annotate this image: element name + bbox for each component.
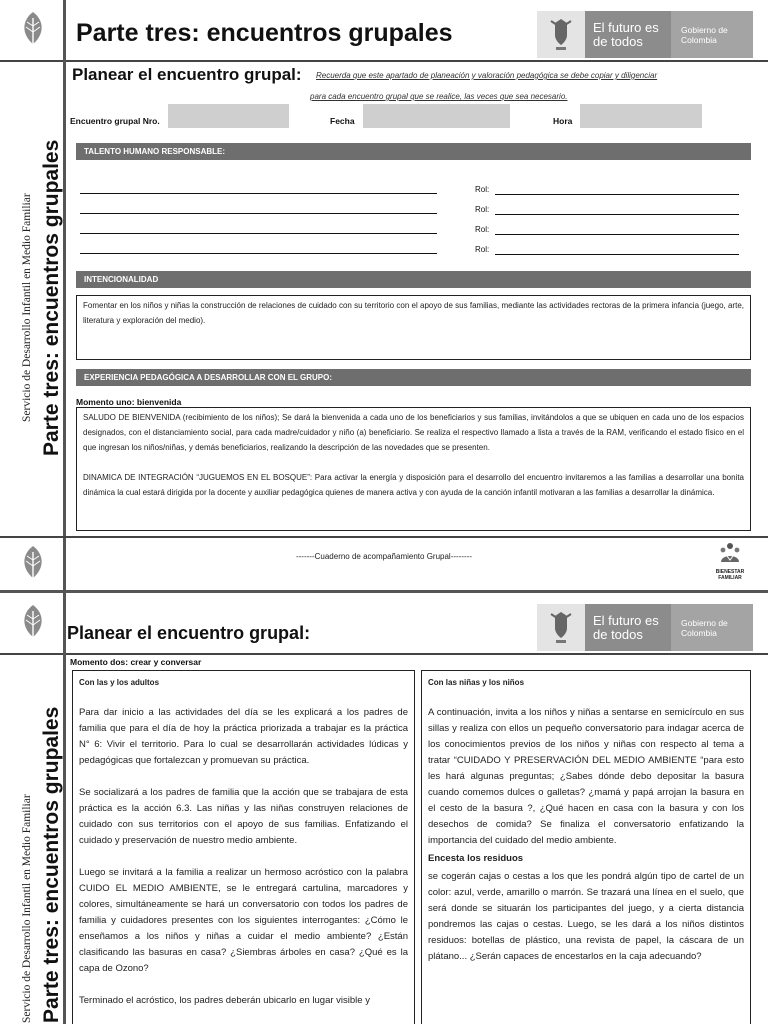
sidebar-service-text: Servicio de Desarrollo Infantil en Medio Familiar [21,193,33,422]
sidebar-section-title: Parte tres: encuentros grupales [40,706,63,1023]
ninos-subheading: Encesta los residuos [428,853,524,864]
page-two [0,593,768,1024]
leaf-logo [0,0,66,62]
ninos-title: Con las niñas y los niños [428,678,525,687]
leaf-icon [20,10,46,50]
page-title: Parte tres: encuentros grupales [76,19,453,47]
sidebar [0,655,66,1024]
gobierno-logo-text: Gobierno de Colombia [671,604,753,651]
adultos-column [72,670,415,1024]
momento-uno-box [76,407,751,531]
rol-label-4: Rol: [475,245,490,254]
bienestar-text: BIENESTAR FAMILIAR [715,569,745,581]
gobierno-logo-text: Gobierno de Colombia [671,11,753,58]
page-header [0,593,768,655]
bienestar-family-icon [717,542,743,564]
page-header [0,0,768,62]
ninos-paragraph-2: se cogerán cajas o cestas a los que les pondrá algún tipo de cartel de un color: azul, verde, amarillo o marrón. Se trazará una línea en el suelo, que será donde se situarán los participantes del juego, y a cierta distancia pondremos las cajas o cestas. Luego, se les dará a los niños distintos residuos: botellas de plástico, una revista de papel, la cáscara de un plátano... ¿Serán capaces de encestarlos en la caja adecuando? [428,871,744,962]
encuentro-field[interactable] [168,104,289,128]
leaf-icon [20,603,46,643]
ninos-paragraph-1: A continuación, invita a los niños y niñas a sentarse en semicírculo en sus sillas y realiza con ellos un pequeño conversatorio para indagar acerca de los conocimientos previos de los niños y niñas con respecto al tema a tratar “CUIDADO Y PRESERVACIÓN DEL MEDIO AMBIENTE “para esto les hará algunas preguntas; ¿Sabes dónde debo depositar la basura cuando comemos dulces o galletas? ¿mamá y papá arrojan la basura en el cesto de la basura ?, ¿Qué hacen en casa con la basura y con los desechos de comida? Se finaliza el conversatorio enfatizando la importancia del cuidado del medio ambiente. [428,707,744,846]
government-logo [537,604,753,651]
adultos-title: Con las y los adultos [79,678,160,687]
dinamica-text: DINAMICA DE INTEGRACIÓN “JUGUEMOS EN EL BOSQUE”: Para activar la energía y disposición para el desarrollo del encuentro invitaremos a las familias a desarrollar una bonita dinámica la cual estará dirigida por la docente y auxiliar pedagógica quienes de manera activa y con ayuda de la canción infantil motivaran a las familias a desarrollar la dinámica. [83,473,744,497]
rol-label-3: Rol: [475,225,490,234]
rol-line-1[interactable] [495,194,739,195]
intencionalidad-bar: INTENCIONALIDAD [76,271,751,288]
hora-field[interactable] [580,104,702,128]
intencionalidad-box [76,295,751,360]
sidebar-service-text: Servicio de Desarrollo Infantil en Medio Familiar [21,794,33,1023]
responsable-line-4[interactable] [80,253,437,254]
momento-dos-label: Momento dos: crear y conversar [70,657,202,667]
adultos-paragraph-2: Se socializará a los padres de familia que la acción que se trabajara de esta práctica es la acción 6.3. Las niñas y las niñas construyen relaciones de cuidado con sus territorios con el apoyo de sus familias. Enfatizando el cuidado y preservación de nuestro medio ambiente. [79,787,408,846]
fecha-label: Fecha [330,116,355,126]
plan-heading: Planear el encuentro grupal: [67,623,311,643]
futuro-logo-text: El futuro es de todos [585,11,671,58]
fecha-field[interactable] [363,104,510,128]
responsable-line-2[interactable] [80,213,437,214]
talento-bar: TALENTO HUMANO RESPONSABLE: [76,143,751,160]
page-footer [0,536,768,590]
saludo-text: SALUDO DE BIENVENIDA (recibimiento de los niños); Se dará la bienvenida a cada uno de los beneficiarios y sus familias, invitándolos a que se ubiquen en cada uno de los espacios designados, con el distanciamiento social, para cada madre/cuidador y niño (a) beneficiario. Se realiza el respectivo llamado a lista a través de la RAM, verificando el estado físico en el que ingresan los niños/niñas, y demás beneficiarios, realizando la descripción de las novedades que se presenten. [83,413,744,452]
ninos-column [421,670,751,1024]
government-logo [537,11,753,58]
sidebar-section-title: Parte tres: encuentros grupales [40,139,63,456]
encuentro-label: Encuentro grupal Nro. [70,116,160,126]
adultos-paragraph-1: Para dar inicio a las actividades del día se les explicará a los padres de familia que para el día de hoy la práctica priorizada a trabajar es la práctica N° 6: Vivir el territorio. Para lo cual se desarrollarán actividades lúdicas y pedagógicas que fortalezcan y promuevan su práctica. [79,707,408,766]
adultos-paragraph-4: Terminado el acróstico, los padres deberán ubicarlo en lugar visible y [79,995,370,1006]
rol-line-4[interactable] [495,254,739,255]
rol-line-2[interactable] [495,214,739,215]
plan-note-line-2: para cada encuentro grupal que se realice, las veces que sea necesario. [310,92,568,101]
rol-label-1: Rol: [475,185,490,194]
intencionalidad-text: Fomentar en los niños y niñas la construcción de relaciones de cuidado con su territorio con el apoyo de sus familias, mediante las actividades rectoras de la primera infancia (juego, arte, literatura y exploración del medio). [83,301,744,325]
rol-label-2: Rol: [475,205,490,214]
leaf-logo [0,593,66,655]
hora-label: Hora [553,116,573,126]
sidebar [0,62,66,536]
bienestar-logo [708,542,752,581]
responsable-line-3[interactable] [80,233,437,234]
colombia-crest-icon [537,604,585,651]
colombia-crest-icon [537,11,585,58]
responsable-line-1[interactable] [80,193,437,194]
futuro-logo-text: El futuro es de todos [585,604,671,651]
leaf-icon [20,544,46,584]
footer-text: -------Cuaderno de acompañamiento Grupal-------- [295,552,473,561]
momento-uno-label: Momento uno: bienvenida [76,397,182,407]
plan-note-line-1: Recuerda que este apartado de planeación y valoración pedagógica se debe copiar y diligenciar [316,71,658,80]
rol-line-3[interactable] [495,234,739,235]
experiencia-bar: EXPERIENCIA PEDAGÓGICA A DESARROLLAR CON EL GRUPO: [76,369,751,386]
plan-heading: Planear el encuentro grupal: [72,65,302,84]
footer-leaf-logo [0,538,66,592]
adultos-paragraph-3: Luego se invitará a la familia a realizar un hermoso acróstico con la palabra CUIDO EL MEDIO AMBIENTE, se le entregará cartulina, marcadores y colores, simultáneamente se hará un conversatorio con todos los padres de familia y cuidadores presentes con los siguientes interrogantes: ¿Cómo le enseñamos a los niños y niñas a cuidar el medio ambiente? ¿Están clasificando las basuras en casa? ¿Siembras árboles en casa? ¿Qué es la capa de Ozono? [79,867,408,974]
